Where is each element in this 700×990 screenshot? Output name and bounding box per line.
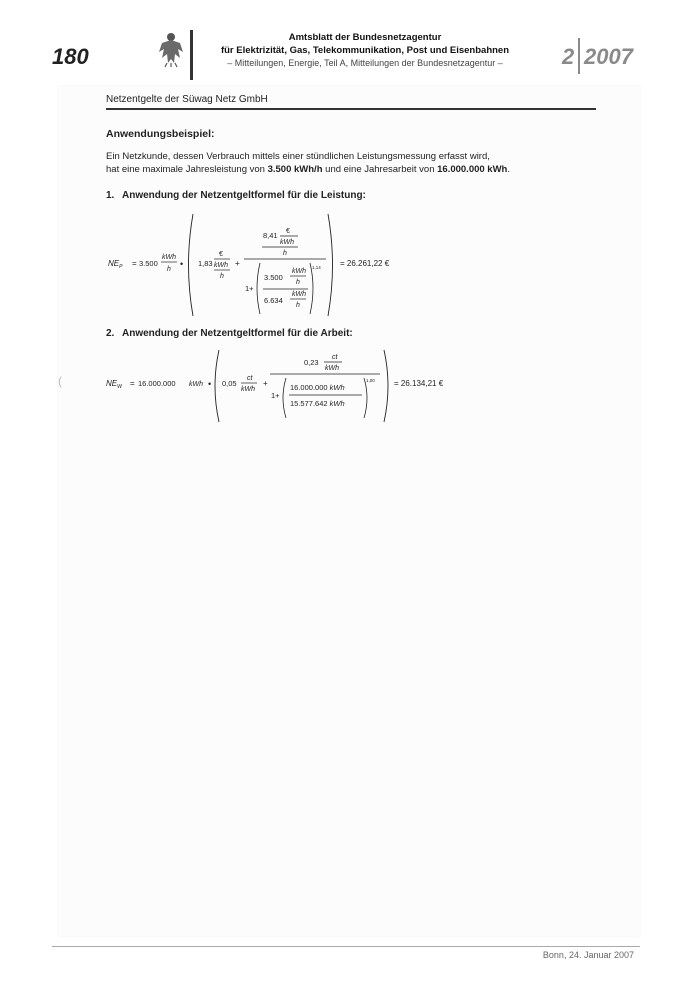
f2-times: •	[208, 379, 212, 389]
paragraph-line2-suffix: .	[507, 164, 511, 175]
section-heading: Anwendungsbeispiel:	[106, 128, 215, 140]
step2-text: Anwendung der Netzentgeltformel für die Arbeit:	[122, 328, 353, 339]
header-divider	[190, 30, 193, 80]
f1-lhs: $NE_P$	[108, 259, 123, 270]
paragraph-line2-prefix: hat eine maximale Jahresleistung von	[106, 164, 268, 175]
paragraph-line2-mid: und eine Jahresarbeit von	[322, 164, 438, 175]
power-formula	[98, 210, 458, 320]
f1-unit-kwh: kWh	[162, 254, 176, 261]
f1-times: •	[180, 259, 184, 269]
f1-paren-right	[328, 214, 333, 316]
step2-heading	[106, 328, 353, 339]
f2-unit-kwh2: kWh	[241, 386, 255, 393]
f2-paren-right	[384, 350, 388, 422]
f2-unit-ct2: ct	[332, 354, 338, 361]
f2-ratio-num: 16.000.000 kWh	[290, 383, 345, 392]
f1-unit-h2: h	[220, 273, 224, 280]
f1-unit-kwh2: kWh	[214, 262, 228, 269]
issue-number: 2	[562, 44, 575, 69]
f2-numerator: 0,23	[304, 358, 319, 367]
annual-energy-value: 16.000.000 kWh	[437, 164, 508, 175]
issue-divider	[578, 38, 580, 74]
f1-unit-h5: h	[296, 302, 300, 309]
f1-term1: 1,83	[198, 259, 213, 268]
f1-ratio-den: 6.634	[264, 296, 283, 305]
f1-equals: =	[132, 259, 137, 268]
f2-exponent: 1,00	[366, 378, 375, 383]
paragraph-line1: Ein Netzkunde, dessen Verbrauch mittels einer stündlichen Leistungsmessung erfasst wird,	[106, 151, 490, 162]
energy-formula	[98, 348, 498, 424]
f2-unit-kwh: kWh	[189, 381, 203, 388]
f1-ratio-num: 3.500	[264, 273, 283, 282]
issue-year: 2007	[584, 44, 633, 69]
f1-one: 1+	[245, 284, 254, 293]
f1-euro1: €	[219, 251, 223, 258]
f1-result: = 26.261,22 €	[340, 259, 390, 268]
example-paragraph	[106, 150, 606, 176]
f1-unit-h4: h	[296, 279, 300, 286]
f2-paren-left	[215, 350, 219, 422]
f1-unit-kwh4: kWh	[292, 268, 306, 275]
journal-title	[200, 31, 530, 70]
footer-date: Bonn, 24. Januar 2007	[542, 950, 634, 960]
f1-unit-h: h	[167, 266, 171, 273]
federal-eagle-logo	[156, 30, 186, 68]
scan-artifact-mark: (	[58, 374, 62, 388]
f1-numerator: 8,41	[263, 231, 278, 240]
step1-text: Anwendung der Netzentgeltformel für die Leistung:	[122, 190, 366, 201]
step1-number: 1.	[106, 190, 115, 201]
f1-paren-left	[189, 214, 194, 316]
f1-unit-h3: h	[283, 250, 287, 257]
f1-euro2: €	[286, 228, 290, 235]
document-fragment-title: Netzentgelte der Süwag Netz GmbH	[106, 94, 268, 105]
page-number: 180	[52, 44, 89, 69]
step1-heading	[106, 190, 366, 201]
f2-unit-kwh3: kWh	[325, 365, 339, 372]
step2-number: 2.	[106, 328, 115, 339]
scanned-document	[58, 86, 640, 936]
journal-subtitle: – Mitteilungen, Energie, Teil A, Mitteilungen der Bundesnetzagentur –	[227, 58, 503, 68]
f1-coefficient: 3.500	[139, 259, 158, 268]
f2-one: 1+	[271, 391, 280, 400]
f2-equals: =	[130, 379, 135, 388]
f1-exponent: 1,14	[312, 265, 321, 270]
f2-ratio-den: 15.577.642 kWh	[290, 399, 345, 408]
max-power-value: 3.500 kWh/h	[267, 164, 323, 175]
f1-unit-kwh3: kWh	[280, 239, 294, 246]
f2-plus: +	[263, 379, 268, 388]
f1-plus: +	[235, 259, 240, 268]
journal-title-line2: für Elektrizität, Gas, Telekommunikation, Post und Eisenbahnen	[220, 45, 510, 56]
footer-rule	[52, 946, 640, 947]
title-rule	[106, 108, 596, 110]
f2-coefficient: 16.000.000	[138, 379, 176, 388]
f1-unit-kwh5: kWh	[292, 291, 306, 298]
f2-unit-ct: ct	[247, 375, 253, 382]
f2-term1: 0,05	[222, 379, 237, 388]
f2-lhs: $NE_W$	[106, 379, 122, 390]
f2-result: = 26.134,21 €	[394, 379, 444, 388]
journal-title-line1: Amtsblatt der Bundesnetzagentur	[288, 32, 442, 43]
